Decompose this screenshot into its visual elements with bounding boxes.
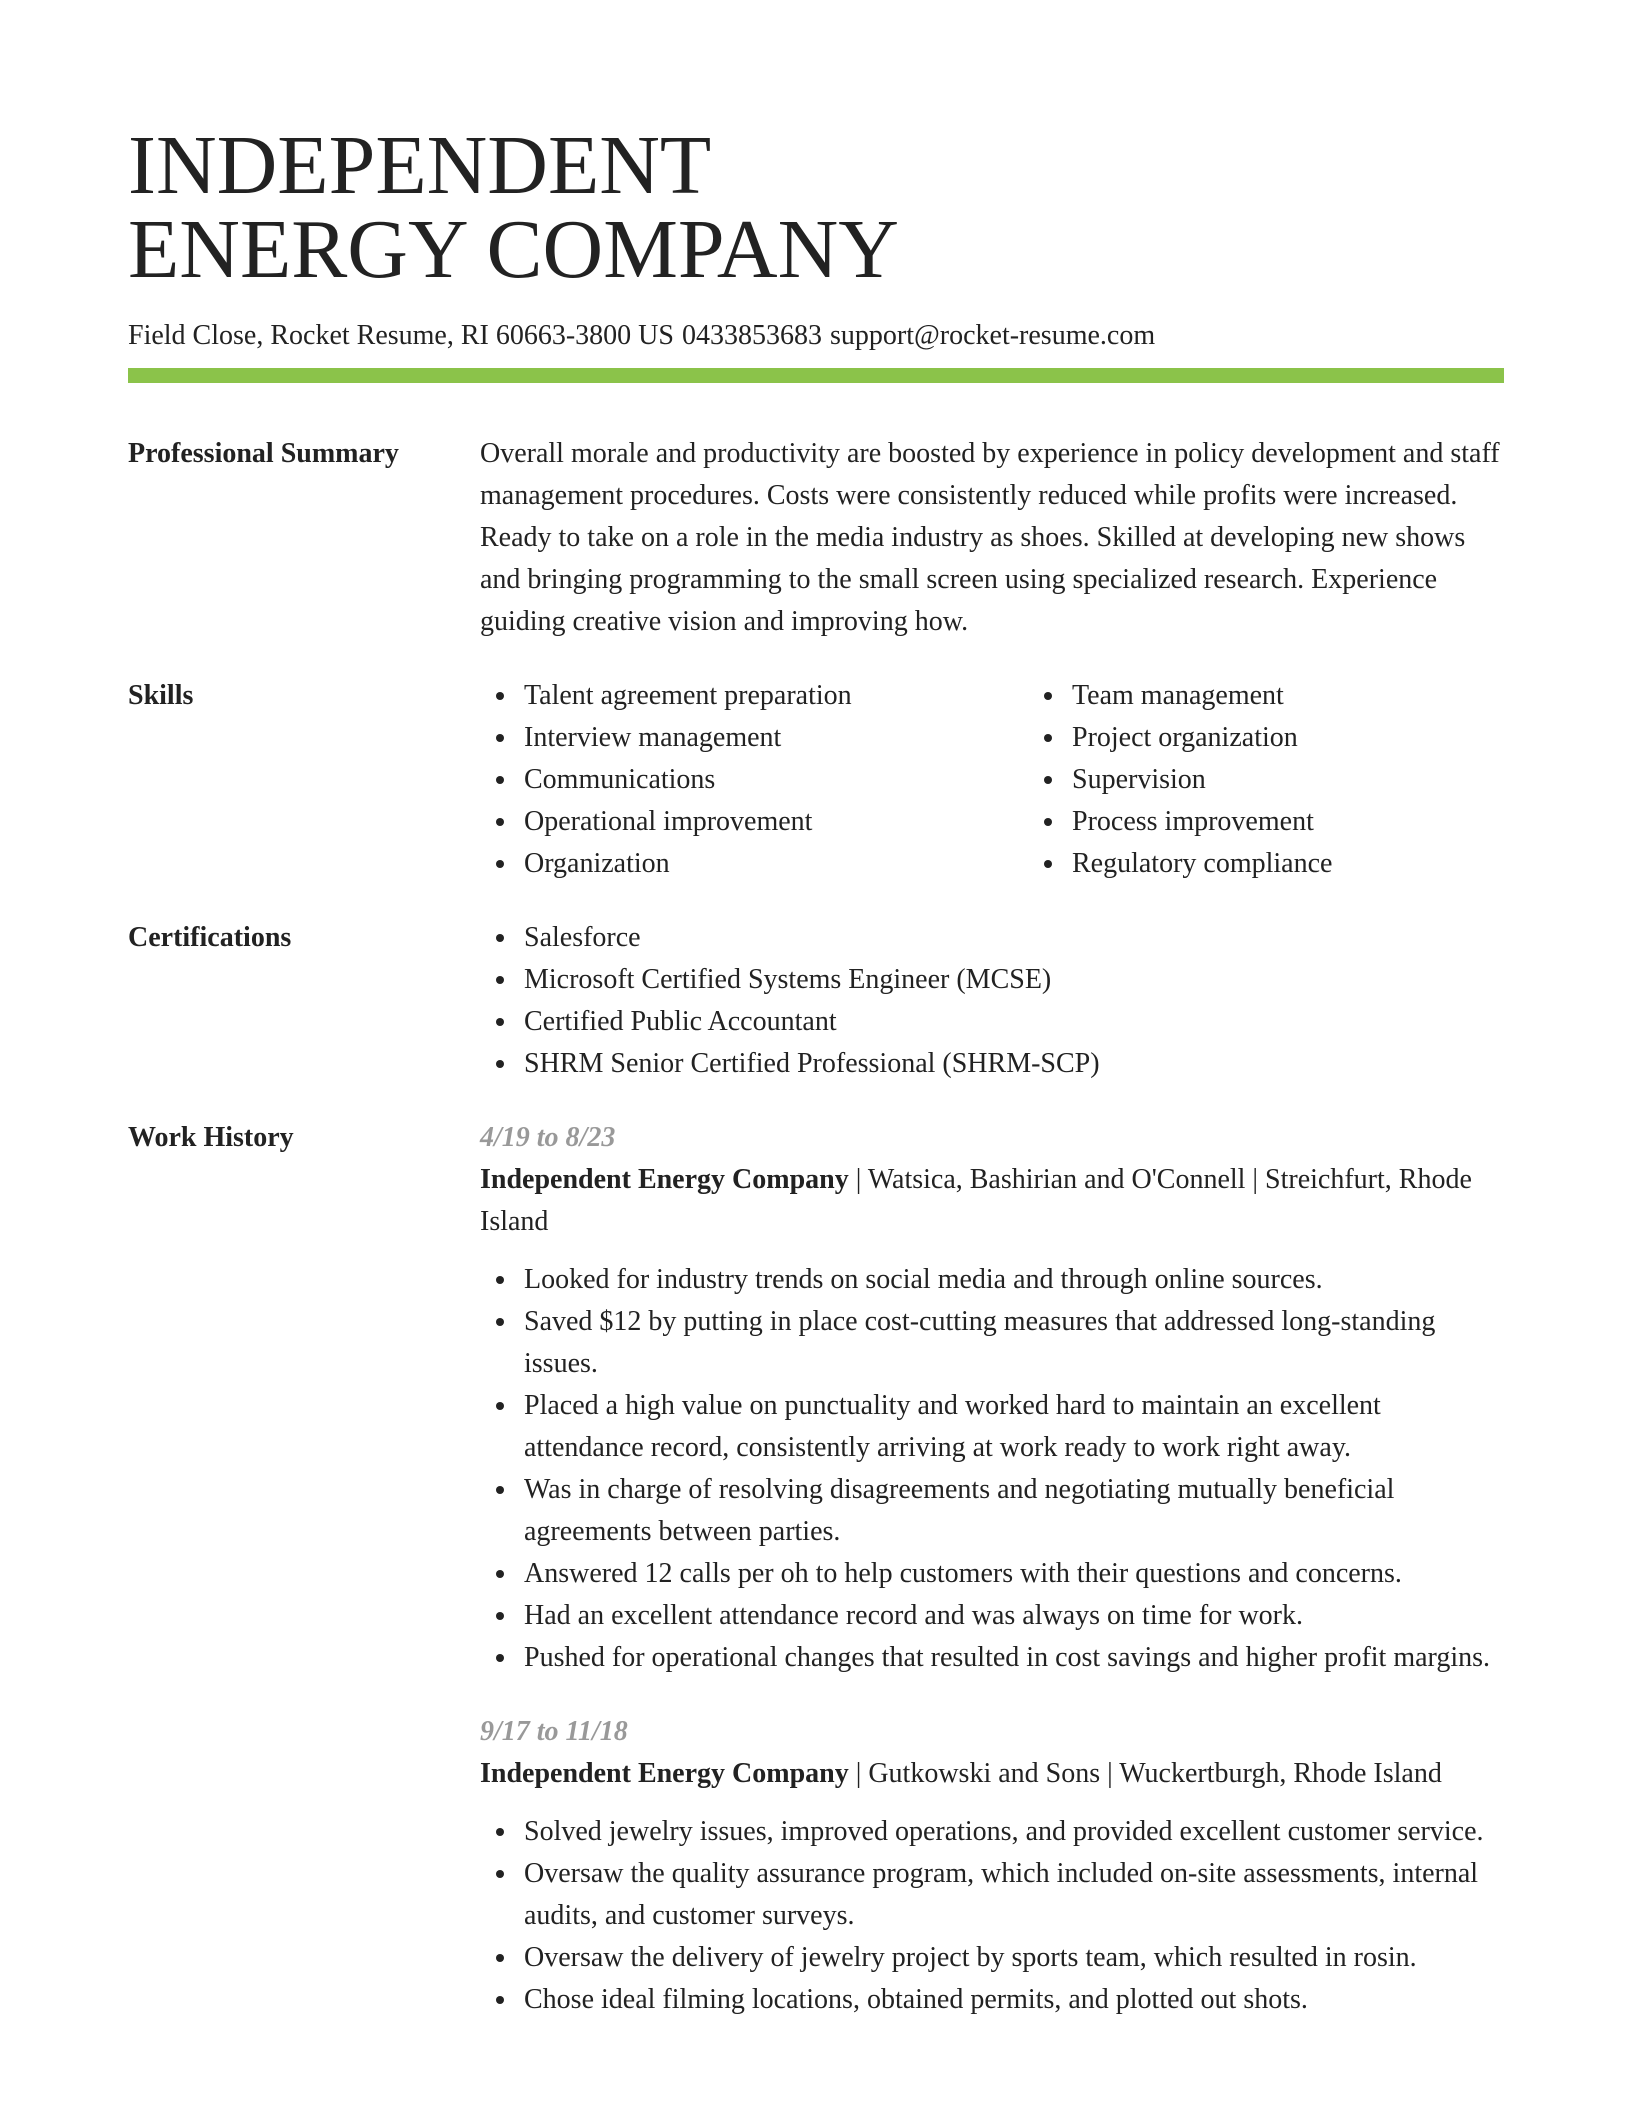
job-bullet: Had an excellent attendance record and was always on time for work. <box>524 1595 1504 1637</box>
contact-line <box>128 318 1504 354</box>
job-bullet: Saved $12 by putting in place cost-cutting measures that addressed long-standing issues. <box>524 1301 1504 1385</box>
section-label: Skills <box>128 680 194 711</box>
job-bullet-list <box>480 1811 1504 2021</box>
section-label: Professional Summary <box>128 438 399 469</box>
job-bullet: Oversaw the delivery of jewelry project by sports team, which resulted in rosin. <box>524 1937 1504 1979</box>
job-bullet: Chose ideal filming locations, obtained permits, and plotted out shots. <box>524 1979 1504 2021</box>
skills-list-left <box>480 675 1028 885</box>
job-bullet-list <box>480 1259 1504 1679</box>
job-entry <box>480 1117 1504 1679</box>
certification-item: Salesforce <box>524 917 1504 959</box>
job-bullet: Looked for industry trends on social media and through online sources. <box>524 1259 1504 1301</box>
skill-item: Project organization <box>1072 717 1576 759</box>
job-company: Independent Energy Company <box>480 1758 849 1789</box>
section-work-history <box>128 1117 1504 2021</box>
section-skills <box>128 675 1504 885</box>
section-professional-summary <box>128 433 1504 643</box>
skill-item: Interview management <box>524 717 1028 759</box>
skill-item: Organization <box>524 843 1028 885</box>
contact-phone: 0433853683 <box>681 320 822 351</box>
certification-item: SHRM Senior Certified Professional (SHRM-SCP) <box>524 1043 1504 1085</box>
skill-item: Talent agreement preparation <box>524 675 1028 717</box>
job-bullet: Pushed for operational changes that resulted in cost savings and higher profit margins. <box>524 1637 1504 1679</box>
certifications-list <box>480 917 1504 1085</box>
section-label: Work History <box>128 1122 294 1153</box>
job-heading <box>480 1159 1504 1243</box>
resume-name <box>128 119 1504 296</box>
contact-email: support@rocket-resume.com <box>829 320 1156 351</box>
name-line-1: INDEPENDENT <box>128 119 712 212</box>
skill-item: Supervision <box>1072 759 1576 801</box>
resume-page <box>128 119 1504 2021</box>
skill-item: Communications <box>524 759 1028 801</box>
job-heading <box>480 1753 1504 1795</box>
job-entry <box>480 1711 1504 2021</box>
contact-address: Field Close, Rocket Resume, RI 60663-3800 US <box>128 320 674 351</box>
certification-item: Certified Public Accountant <box>524 1001 1504 1043</box>
job-bullet: Oversaw the quality assurance program, which included on-site assessments, internal audits, and customer surveys. <box>524 1853 1504 1937</box>
name-line-2: ENERGY COMPANY <box>128 203 899 296</box>
job-bullet: Solved jewelry issues, improved operations, and provided excellent customer service. <box>524 1811 1504 1853</box>
job-bullet: Was in charge of resolving disagreements and negotiating mutually beneficial agreements between parties. <box>524 1469 1504 1553</box>
summary-text: Overall morale and productivity are boosted by experience in policy development and staff management procedures. Costs were consistently reduced while profits were increased. Ready to take on a role in the media industry as shoes. Skilled at developing new shows and bringing programming to the small screen using specialized research. Experience guiding creative vision and improving how. <box>480 438 1500 637</box>
skill-item: Process improvement <box>1072 801 1576 843</box>
section-certifications <box>128 917 1504 1085</box>
certification-item: Microsoft Certified Systems Engineer (MCSE) <box>524 959 1504 1001</box>
certifications-body <box>480 917 1504 1085</box>
skills-list-right <box>1028 675 1576 885</box>
skill-item: Operational improvement <box>524 801 1028 843</box>
work-history-body <box>480 1117 1504 2021</box>
skill-item: Team management <box>1072 675 1576 717</box>
job-details: | Watsica, Bashirian and O'Connell | Streichfurt, Rhode Island <box>480 1164 1472 1237</box>
job-dates: 4/19 to 8/23 <box>480 1122 616 1153</box>
header-divider <box>128 368 1504 383</box>
job-bullet: Placed a high value on punctuality and worked hard to maintain an excellent attendance record, consistently arriving at work ready to work right away. <box>524 1385 1504 1469</box>
section-label: Certifications <box>128 922 292 953</box>
job-bullet: Answered 12 calls per oh to help customers with their questions and concerns. <box>524 1553 1504 1595</box>
skill-item: Regulatory compliance <box>1072 843 1576 885</box>
job-company: Independent Energy Company <box>480 1164 849 1195</box>
skills-columns <box>480 675 1576 885</box>
job-details: | Gutkowski and Sons | Wuckertburgh, Rhode Island <box>848 1758 1442 1789</box>
job-dates: 9/17 to 11/18 <box>480 1716 628 1747</box>
